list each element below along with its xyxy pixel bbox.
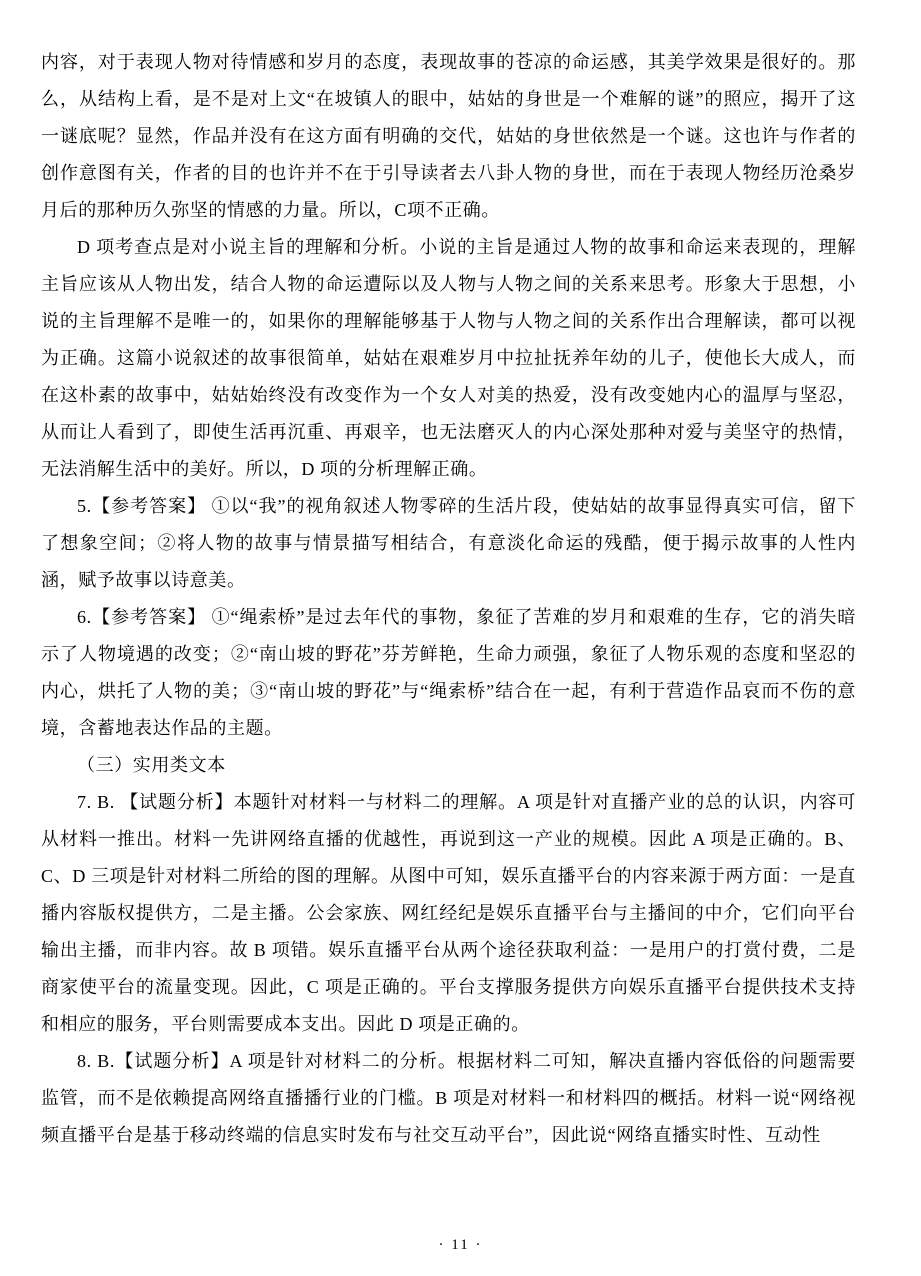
section-heading-practical-text: （三）实用类文本 (77, 755, 226, 775)
paragraph-question-8-analysis: 8. B.【试题分析】A 项是针对材料二的分析。根据材料二可知，解决直播内容低俗的问题需要监管，而不是依赖提高网络直播播行业的门槛。B 项是对材料一和材料四的概括。材料一说“网络视频直播平台是基于移动终端的信息实时发布与社交互动平台”，因此说“网络直播实时性、互动性 (41, 1051, 856, 1145)
paragraph-analysis-option-d: D 项考查点是对小说主旨的理解和分析。小说的主旨是通过人物的故事和命运来表现的，理解主旨应该从人物出发，结合人物的命运遭际以及人物与人物之间的关系来思考。形象大于思想，小说的主旨理解不是唯一的，如果你的理解能够基于人物与人物之间的关系作出合理解读，都可以视为正确。这篇小说叙述的故事很简单，姑姑在艰难岁月中拉扯抚养年幼的儿子，使他长大成人，而在这朴素的故事中，姑姑始终没有改变作为一个女人对美的热爱，没有改变她内心的温厚与坚忍，从而让人看到了，即使生活再沉重、再艰辛，也无法磨灭人的内心深处那种对爱与美坚守的热情，无法消解生活中的美好。所以，D 项的分析理解正确。 (41, 237, 856, 479)
paragraph-reference-answer-5: 5.【参考答案】 ①以“我”的视角叙述人物零碎的生活片段，使姑姑的故事显得真实可信，留下了想象空间；②将人物的故事与情景描写相结合，有意淡化命运的残酷，便于揭示故事的人性内涵，赋予故事以诗意美。 (41, 496, 856, 590)
document-body (41, 44, 856, 1154)
paragraph-analysis-option-c: 内容，对于表现人物对待情感和岁月的态度，表现故事的苍凉的命运感，其美学效果是很好的。那么，从结构上看，是不是对上文“在坡镇人的眼中，姑姑的身世是一个难解的谜”的照应，揭开了这一谜底呢？显然，作品并没有在这方面有明确的交代，姑姑的身世依然是一个谜。这也许与作者的创作意图有关，作者的目的也许并不在于引导读者去八卦人物的身世，而在于表现人物经历沧桑岁月后的那种历久弥坚的情感的力量。所以，C项不正确。 (41, 52, 856, 220)
paragraph-question-7-analysis: 7. B. 【试题分析】本题针对材料一与材料二的理解。A 项是针对直播产业的总的认识，内容可从材料一推出。材料一先讲网络直播的优越性，再说到这一产业的规模。因此 A 项是正确的。B、C、D 三项是针对材料二所给的图的理解。从图中可知，娱乐直播平台的内容来源于两方面：一是直播内容版权提供方，二是主播。公会家族、网红经纪是娱乐直播平台与主播间的中介，它们向平台输出主播，而非内容。故 B 项错。娱乐直播平台从两个途径获取利益：一是用户的打赏付费，二是商家使平台的流量变现。因此，C 项是正确的。平台支撑服务提供方向娱乐直播平台提供技术支持和相应的服务，平台则需要成本支出。因此 D 项是正确的。 (41, 792, 856, 1034)
page-number: · 11 · (438, 1237, 483, 1253)
paragraph-reference-answer-6: 6.【参考答案】 ①“绳索桥”是过去年代的事物，象征了苦难的岁月和艰难的生存，它的消失暗示了人物境遇的改变；②“南山坡的野花”芬芳鲜艳，生命力顽强，象征了人物乐观的态度和坚忍的内心，烘托了人物的美；③“南山坡的野花”与“绳索桥”结合在一起，有利于营造作品哀而不伤的意境，含蓄地表达作品的主题。 (41, 607, 856, 738)
